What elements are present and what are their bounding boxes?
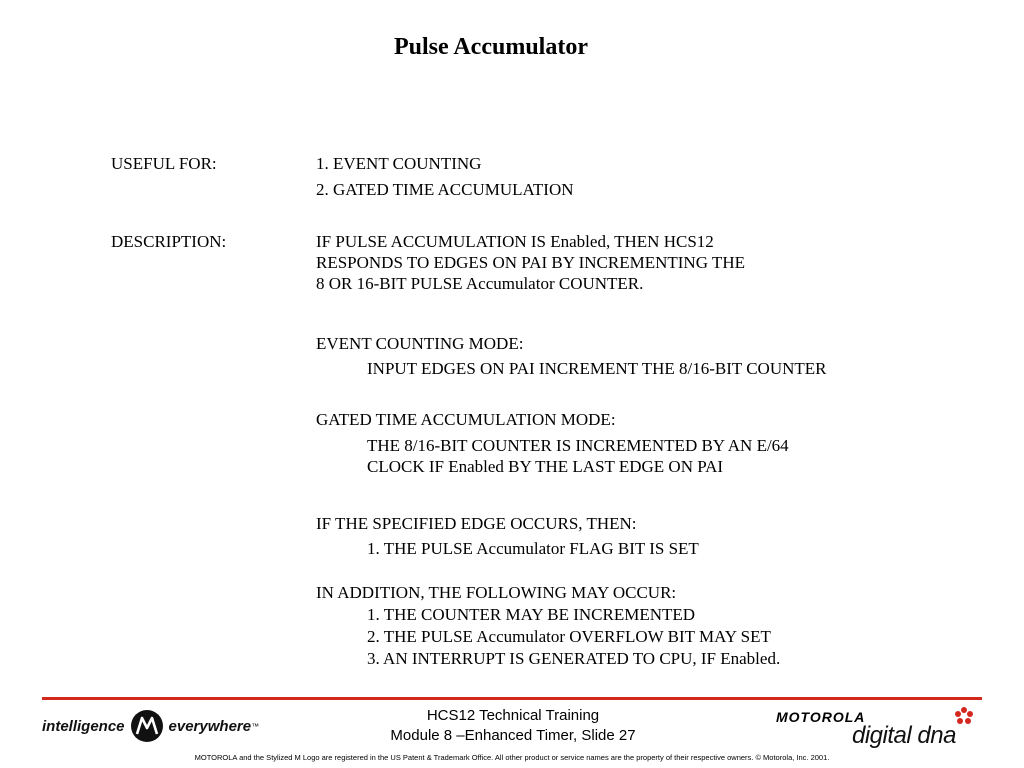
useful-for-item: 1. EVENT COUNTING	[316, 154, 482, 173]
intelligence-everywhere-logo	[42, 714, 259, 738]
digitaldna-wordmark: digital dna	[852, 722, 956, 749]
in-addition-line: 2. THE PULSE Accumulator OVERFLOW BIT MAY SET	[367, 627, 771, 646]
in-addition-line: 1. THE COUNTER MAY BE INCREMENTED	[367, 605, 696, 624]
footer-slide-info: Module 8 –Enhanced Timer, Slide 27	[390, 727, 636, 744]
brand-left-text: everywhere	[168, 717, 252, 735]
legal-notice: MOTOROLA and the Stylized M Logo are registered in the US Patent & Trademark Office. All other product or service names are the property of their respective owners. © Motorola, Inc. 2001.	[194, 753, 830, 762]
slide-title: Pulse Accumulator	[394, 34, 588, 60]
footer-center	[372, 706, 654, 746]
motorola-m-icon	[131, 710, 163, 742]
description-line: IF PULSE ACCUMULATION IS Enabled, THEN HCS12	[316, 232, 714, 251]
description-line: 8 OR 16-BIT PULSE Accumulator COUNTER.	[316, 274, 644, 293]
edge-occurs-line: 1. THE PULSE Accumulator FLAG BIT IS SET	[367, 539, 699, 558]
event-counting-heading: EVENT COUNTING MODE:	[316, 334, 524, 353]
edge-occurs-heading: IF THE SPECIFIED EDGE OCCURS, THEN:	[316, 514, 637, 533]
in-addition-line: 3. AN INTERRUPT IS GENERATED TO CPU, IF Enabled.	[367, 649, 781, 668]
digitaldna-flower-icon	[954, 706, 974, 733]
motorola-wordmark: MOTOROLA	[776, 709, 866, 725]
gated-time-line: THE 8/16-BIT COUNTER IS INCREMENTED BY AN E/64	[367, 436, 789, 455]
description-label: DESCRIPTION:	[111, 232, 227, 251]
description-line: RESPONDS TO EDGES ON PAI BY INCREMENTING THE	[316, 253, 745, 272]
brand-left-text: intelligence	[42, 717, 125, 735]
footer-divider	[42, 697, 982, 700]
footer-course-title: HCS12 Technical Training	[426, 707, 600, 724]
gated-time-heading: GATED TIME ACCUMULATION MODE:	[316, 410, 616, 429]
trademark-symbol: ™	[251, 721, 260, 731]
useful-for-item: 2. GATED TIME ACCUMULATION	[316, 180, 574, 199]
event-counting-line: INPUT EDGES ON PAI INCREMENT THE 8/16-BIT COUNTER	[367, 359, 827, 378]
useful-for-label: USEFUL FOR:	[111, 154, 217, 173]
in-addition-heading: IN ADDITION, THE FOLLOWING MAY OCCUR:	[316, 583, 677, 602]
gated-time-line: CLOCK IF Enabled BY THE LAST EDGE ON PAI	[367, 457, 724, 476]
